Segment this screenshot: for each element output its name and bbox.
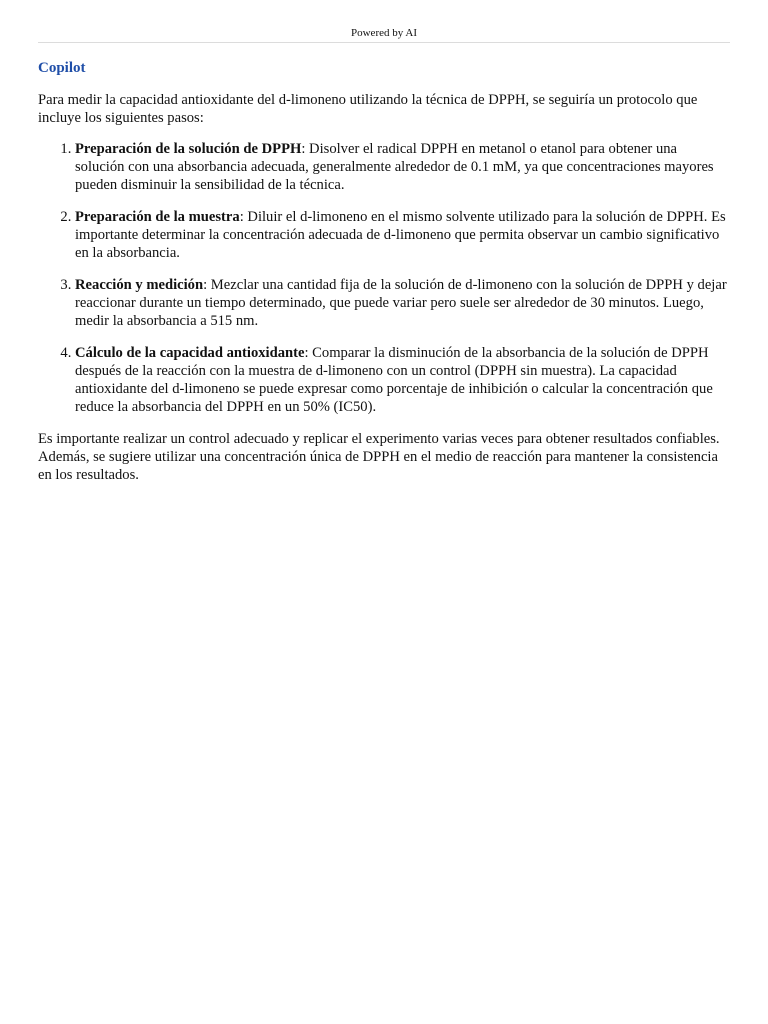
step-text: : Diluir el d-limoneno en el mismo solvente utilizado para la solución de DPPH. Es importante determinar la concentración adecuada de d-limoneno que permita observar un cambio significativo en la absorbancia. (75, 209, 726, 261)
closing-paragraph: Es importante realizar un control adecuado y replicar el experimento varias veces para obtener resultados confiables. Además, se sugiere utilizar una concentración única de DPPH en el medio de reacción para mantener la consistencia en los resultados. (38, 431, 720, 483)
step-title: Cálculo de la capacidad antioxidante (75, 345, 305, 361)
step-title: Reacción y medición (75, 277, 204, 293)
step-text: : Mezclar una cantidad fija de la solución de d-limoneno con la solución de DPPH y dejar reaccionar durante un tiempo determinado, que puede variar pero suele ser alrededor de 30 minutos. Luego, medir la absorbancia a 515 nm. (75, 277, 727, 329)
intro-paragraph: Para medir la capacidad antioxidante del d-limoneno utilizando la técnica de DPPH, se seguiría un protocolo que incluye los siguientes pasos: (38, 92, 698, 126)
copilot-heading: Copilot (38, 60, 86, 76)
step-item (75, 208, 730, 262)
steps-list (38, 140, 730, 416)
header-divider (38, 42, 730, 43)
step-text: : Comparar la disminución de la absorbancia de la solución de DPPH después de la reacción con la muestra de d-limoneno con un control (DPPH sin muestra). La capacidad antioxidante del d-limoneno se puede expresar como porcentaje de inhibición o calcular la concentración que reduce la absorbancia del DPPH en un 50% (IC50). (75, 345, 713, 415)
step-item (75, 344, 730, 416)
step-item (75, 276, 730, 330)
page (38, 0, 730, 499)
step-text: : Disolver el radical DPPH en metanol o etanol para obtener una solución con una absorbancia adecuada, generalmente alrededor de 0.1 mM, ya que concentraciones mayores pueden disminuir la sensibilidad de la técnica. (75, 141, 714, 193)
step-title: Preparación de la muestra (75, 209, 240, 225)
step-item (75, 140, 730, 194)
step-title: Preparación de la solución de DPPH (75, 141, 302, 157)
powered-by-label: Powered by AI (351, 27, 417, 39)
